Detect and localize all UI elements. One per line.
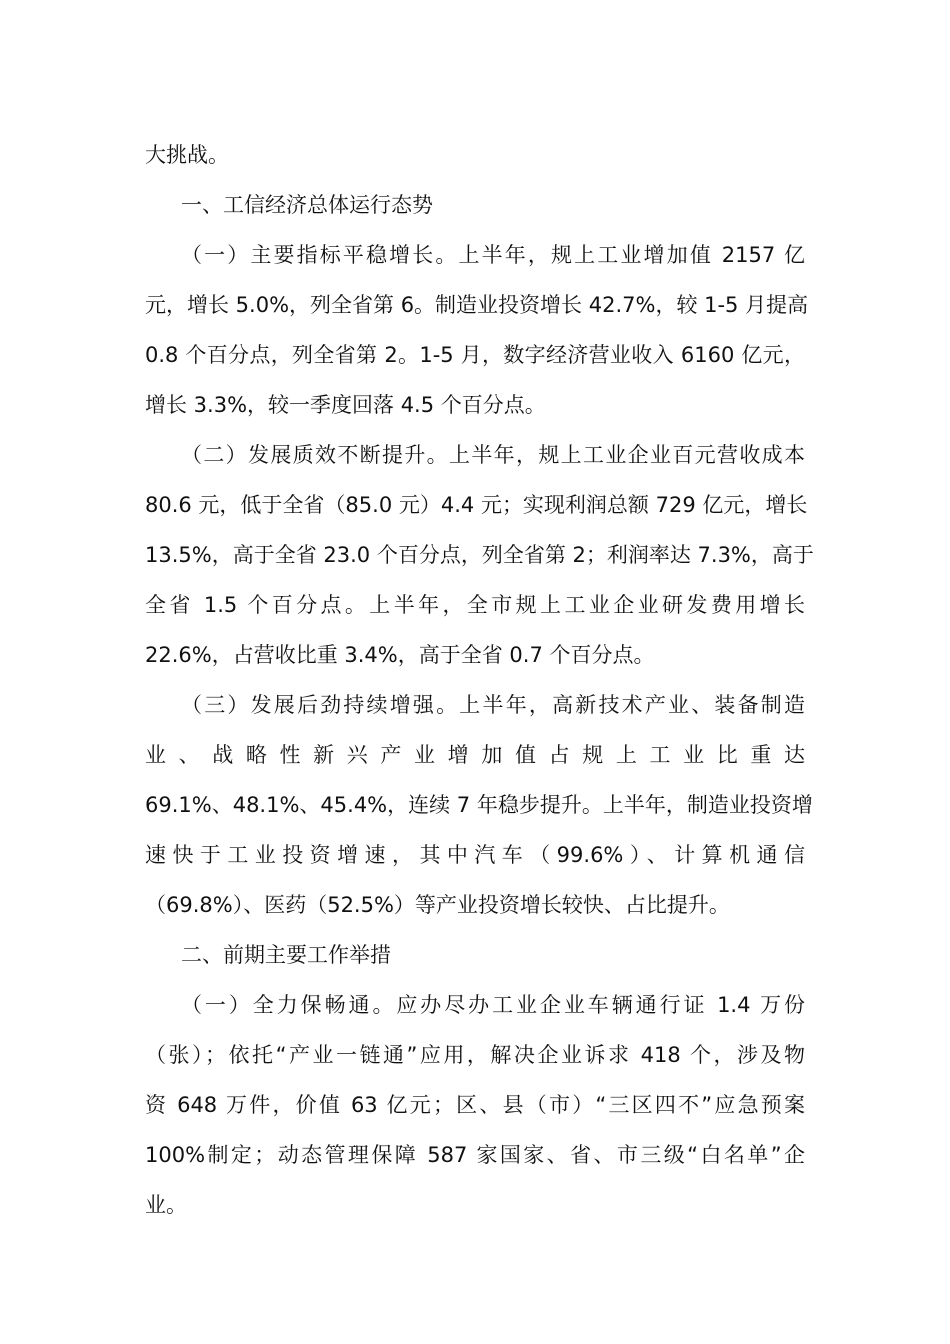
text-line: 13.5%，高于全省 23.0 个百分点，列全省第 2；利润率达 7.3%，高于 (145, 543, 814, 567)
text-line: 22.6%，占营收比重 3.4%，高于全省 0.7 个百分点。 (145, 643, 655, 667)
text-line: 增长 3.3%，较一季度回落 4.5 个百分点。 (145, 393, 546, 417)
text-line: 69.1%、48.1%、45.4%，连续 7 年稳步提升。上半年，制造业投资增 (145, 793, 813, 817)
text-line: 元，增长 5.0%，列全省第 6。制造业投资增长 42.7%，较 1-5 月提高 (145, 293, 809, 317)
text-line: （一）全力保畅通。应办尽办工业企业车辆通行证 1.4 万份 (181, 993, 805, 1017)
text-line: 80.6 元，低于全省（85.0 元）4.4 元；实现利润总额 729 亿元，增长 (145, 493, 808, 517)
text-line: 速快于工业投资增速，其中汽车（99.6%）、计算机通信 (145, 843, 805, 867)
text-line: （69.8%）、医药（52.5%）等产业投资增长较快、占比提升。 (145, 893, 730, 917)
text-line: 业、战略性新兴产业增加值占规上工业比重达 (145, 743, 805, 767)
text-line: 100%制定；动态管理保障 587 家国家、省、市三级“白名单”企 (145, 1143, 805, 1167)
text-line: 大挑战。 (145, 143, 229, 167)
section-heading: 一、工信经济总体运行态势 (181, 193, 433, 217)
text-line: （二）发展质效不断提升。上半年，规上工业企业百元营收成本 (181, 443, 805, 467)
section-heading: 二、前期主要工作举措 (181, 943, 391, 967)
text-line: 0.8 个百分点，列全省第 2。1-5 月，数字经济营业收入 6160 亿元， (145, 343, 805, 367)
text-line: 全省 1.5 个百分点。上半年，全市规上工业企业研发费用增长 (145, 593, 805, 617)
text-line: （张）；依托“产业一链通”应用，解决企业诉求 418 个，涉及物 (145, 1043, 805, 1067)
text-line: 资 648 万件，价值 63 亿元；区、县（市）“三区四不”应急预案 (145, 1093, 805, 1117)
text-line: 业。 (145, 1193, 187, 1217)
text-line: （三）发展后劲持续增强。上半年，高新技术产业、装备制造 (181, 693, 805, 717)
text-line: （一）主要指标平稳增长。上半年，规上工业增加值 2157 亿 (181, 243, 805, 267)
